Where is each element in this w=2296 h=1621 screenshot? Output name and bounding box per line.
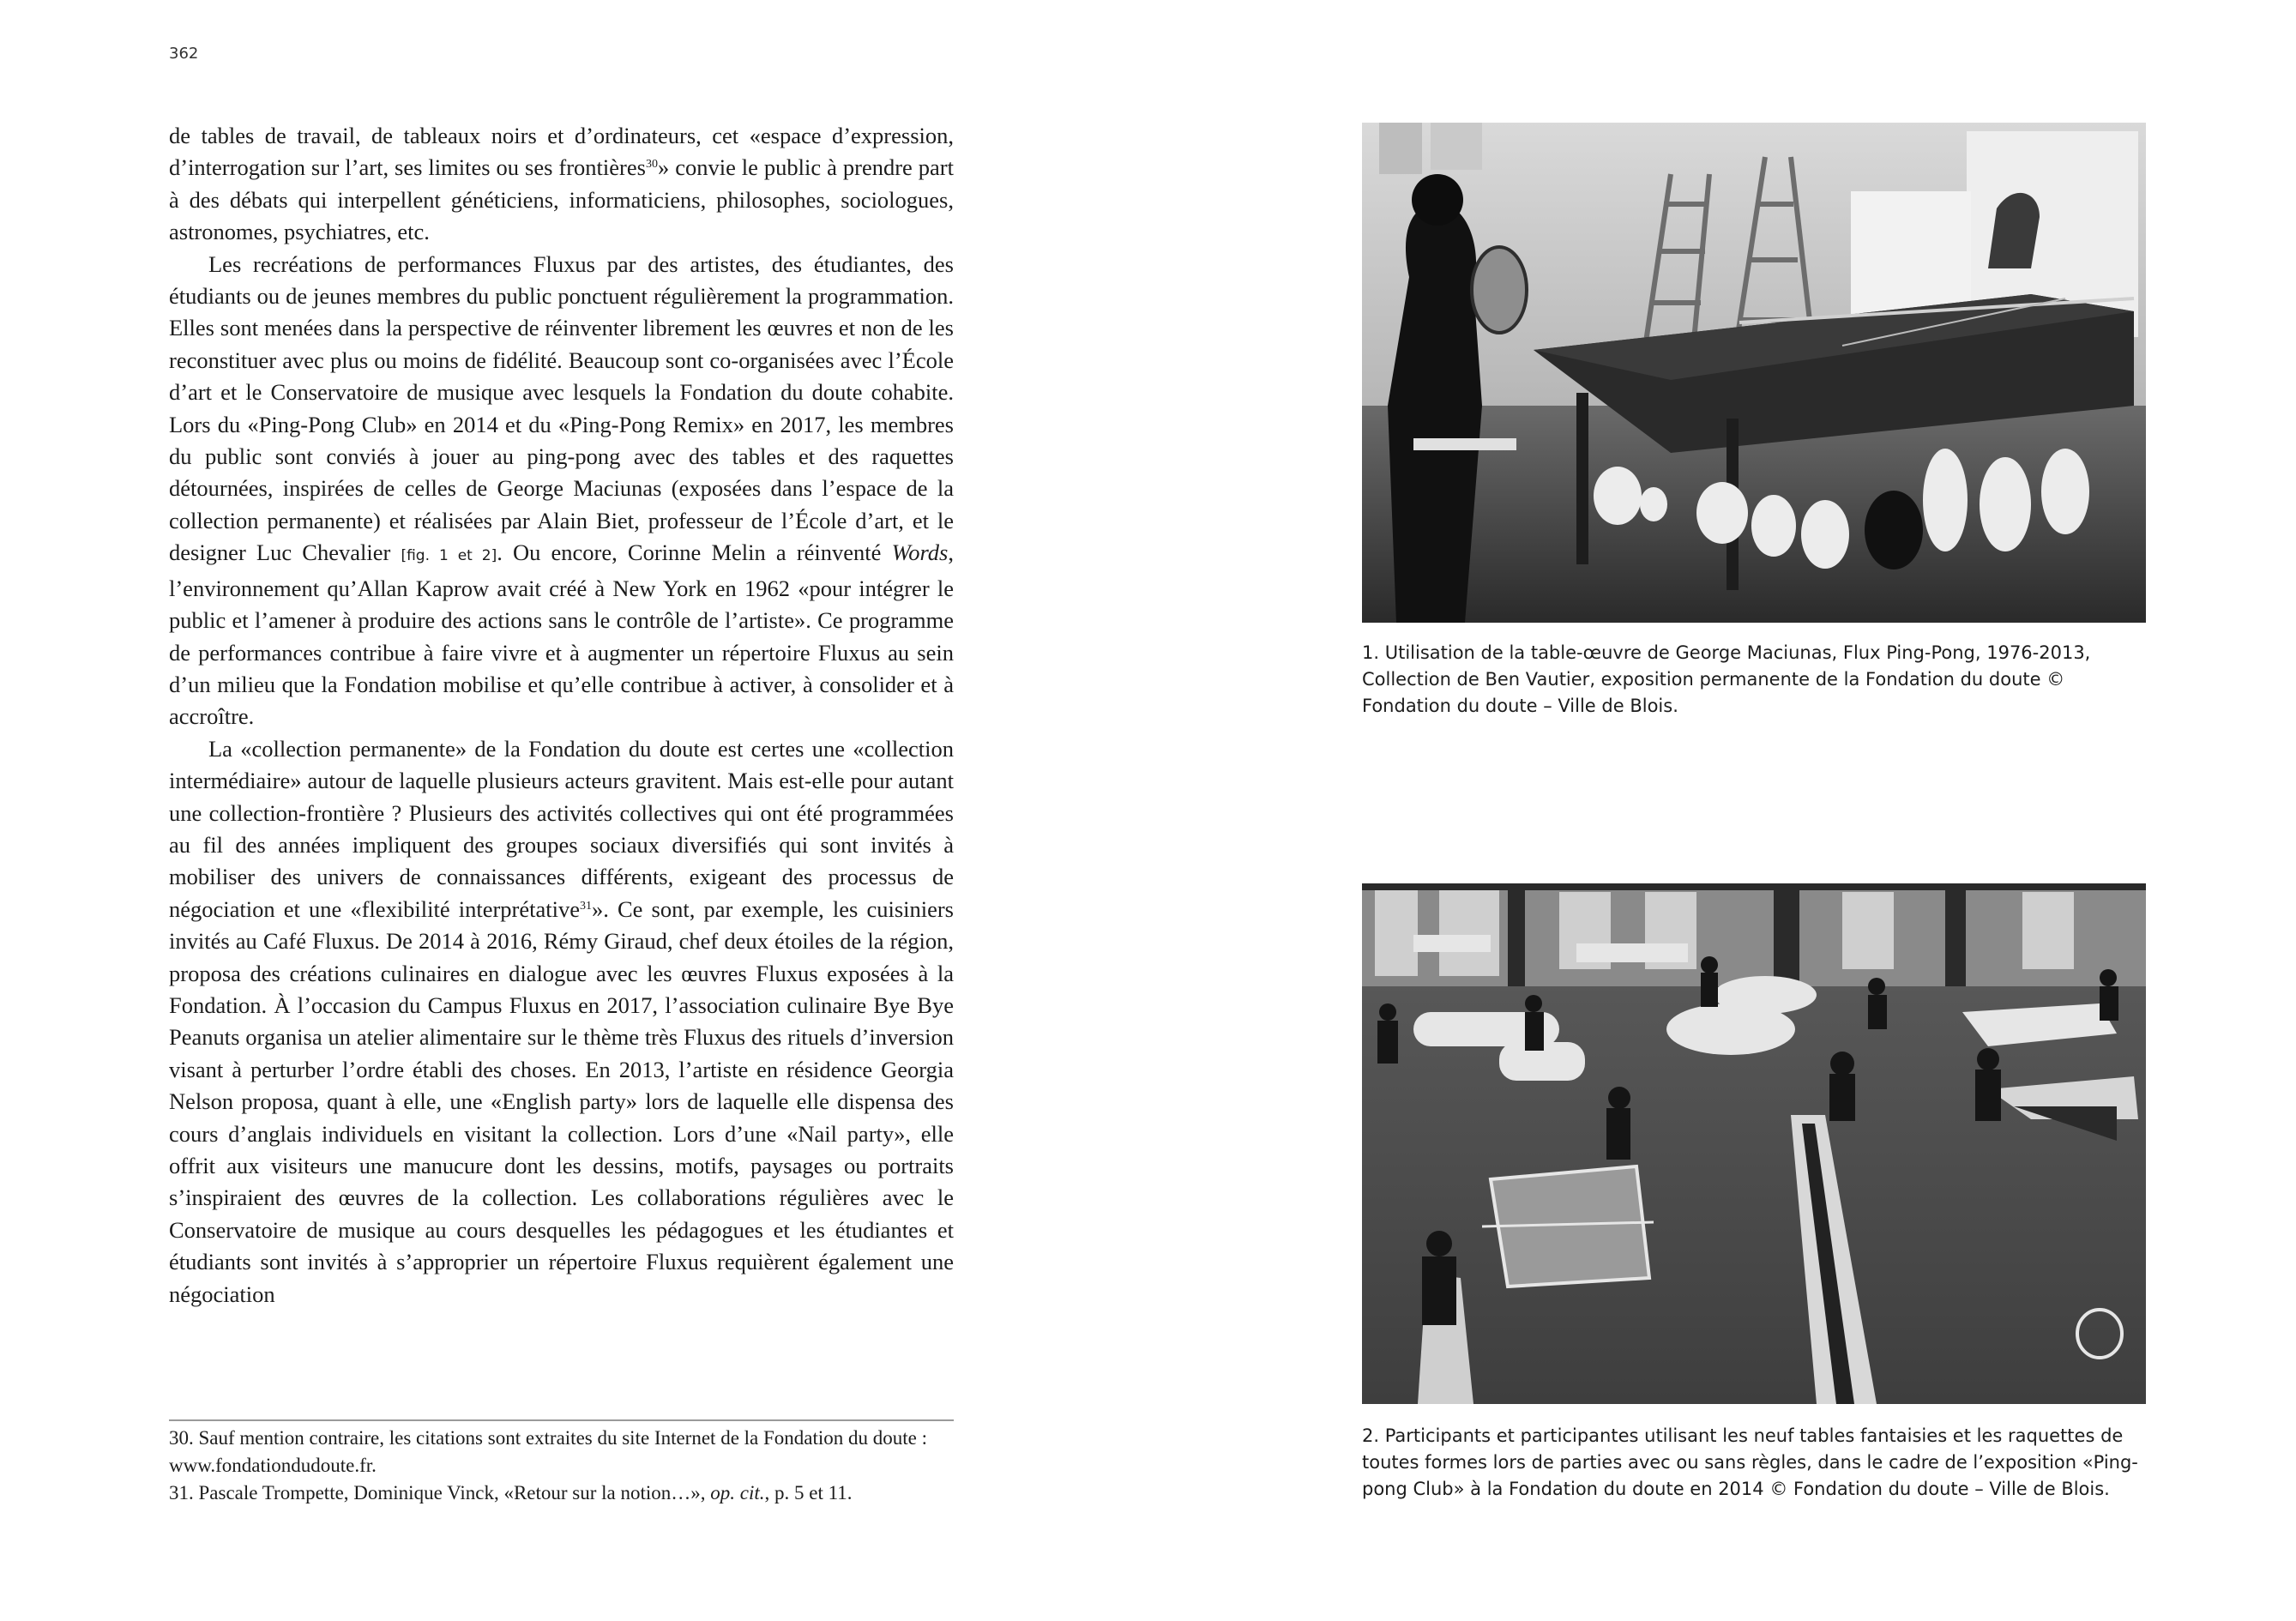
text-run: ». Ce sont, par exemple, les cuisiniers invités au Café Fluxus. De 2014 à 2016, Rémy Giraud, chef deux étoiles de la région, proposa des créations culinaires en dialogue avec les œuvres Fluxus exposées à la Fondation. À l’occasion du Campus Fluxus en 2017, l’association culinaire Bye Bye Peanuts organisa un atelier alimentaire sur le thème très Fluxus des rituels d’inversion visant à perturber l’ordre établi des choses. En 2013, l’artiste en résidence Georgia Nelson proposa, quant à elle, une «English party» lors de laquelle elle dispensa des cours d’anglais individuels en visitant la collection. Lors d’une «Nail party», elle offrit aux visiteurs une manucure dont les dessins, motifs, paysages ou portraits s’inspiraient des œuvres de la collection. Les collaborations régulières avec le Conservatoire de musique au cours desquelles les pédagogues et les étudiantes et étudiants sont invités à s’approprier un répertoire Fluxus requièrent également une négociation (169, 895, 954, 1307)
text-run: . Ou encore, Corinne Melin a réinventé (497, 539, 892, 566)
page-number: 362 (169, 45, 199, 63)
figure-1-caption: 1. Utilisation de la table-œuvre de George Maciunas, Flux Ping-Pong, 1976-2013, Collection de Ben Vautier, exposition permanente de la Fondation du doute © Fondation du doute – Ville de Blois. (1362, 642, 2091, 716)
text-run: 31. Pascale Trompette, Dominique Vinck, «Retour sur la notion…», (169, 1482, 711, 1503)
text-run: , p. 5 et 11. (764, 1482, 853, 1503)
footnote-ref: 31 (580, 899, 592, 913)
text-run: Les recréations de performances Fluxus par des artistes, des étudiantes, des étudiants ou de jeunes membres du public ponctuent régulièrement la programmation. Elles sont menées dans la perspective de réinventer librement les œuvres et non de les reconstituer avec plus ou moins de fidélité. Beaucoup sont co-organisées avec l’École d’art et le Conservatoire de musique avec lesquels la Fondation du doute cohabite. Lors du «Ping-Pong Club» en 2014 et du «Ping-Pong Remix» en 2017, les membres du public sont conviés à jouer au ping-pong avec des tables et des raquettes détournées, inspirées de celles de George Maciunas (exposées dans l’espace de la collection permanente) et réalisées par Alain Biet, professeur de l’École d’art, et le designer Luc Chevalier (169, 250, 954, 566)
footnote-divider (169, 1419, 954, 1421)
body-text (169, 120, 954, 1311)
figure-reference: [fig. 1 et 2] (401, 547, 497, 565)
footnotes (169, 1425, 954, 1507)
footnote-ref: 30 (645, 158, 658, 172)
figure-2-caption: 2. Participants et participantes utilisant les neuf tables fantaisies et les raquettes de toutes formes lors de parties avec ou sans règles, dans le cadre de l’exposition «Ping-pong Club» à la Fondation du doute en 2014 © Fondation du doute – Ville de Blois. (1362, 1425, 2138, 1499)
text-run: » convie le public à prendre part à des débats qui interpellent généticiens, informaticiens, philosophes, sociologues, astronomes, psychiatres, etc. (169, 154, 954, 245)
photo-exhibition-hall (1362, 883, 2146, 1404)
footnote (169, 1425, 954, 1479)
text-run: , l’environnement qu’Allan Kaprow avait créé à New York en 1962 «pour intégrer le public et l’amener à produire des actions sans le contrôle de l’artiste». Ce programme de performances contribue à faire vivre et à augmenter un répertoire Fluxus au sein d’un milieu que la Fondation mobilise et qu’elle contribue à activer, à consolider et à accroître. (169, 539, 954, 730)
paragraph (169, 249, 954, 733)
figure-2 (1362, 883, 2146, 1503)
paragraph (169, 120, 954, 249)
photo-ping-pong-table-image (1362, 123, 2146, 623)
photo-ping-pong-table (1362, 123, 2146, 623)
paragraph (169, 733, 954, 1311)
footnote (169, 1479, 954, 1507)
text-run: La «collection permanente» de la Fondation du doute est certes une «collection intermédiaire» autour de laquelle plusieurs acteurs gravitent. Mais est-elle pour autant une collection-frontière ? Plusieurs des activités collectives qui ont été programmées au fil des années impliquent des groupes sociaux diversifiés qui sont invités à mobiliser des univers de connaissances différents, exigeant des processus de négociation et une «flexibilité interprétative (169, 735, 954, 922)
italic-text: op. cit. (710, 1482, 765, 1503)
text-run: de tables de travail, de tableaux noirs et d’ordinateurs, cet «espace d’expression, d’interrogation sur l’art, ses limites ou ses frontières (169, 123, 954, 181)
text-run: 30. Sauf mention contraire, les citations sont extraites du site Internet de la Fondation du doute : www.fondationdudoute.fr. (169, 1427, 928, 1476)
photo-exhibition-hall-image (1362, 883, 2146, 1404)
italic-text: Words (891, 539, 949, 566)
figure-1 (1362, 123, 2146, 720)
